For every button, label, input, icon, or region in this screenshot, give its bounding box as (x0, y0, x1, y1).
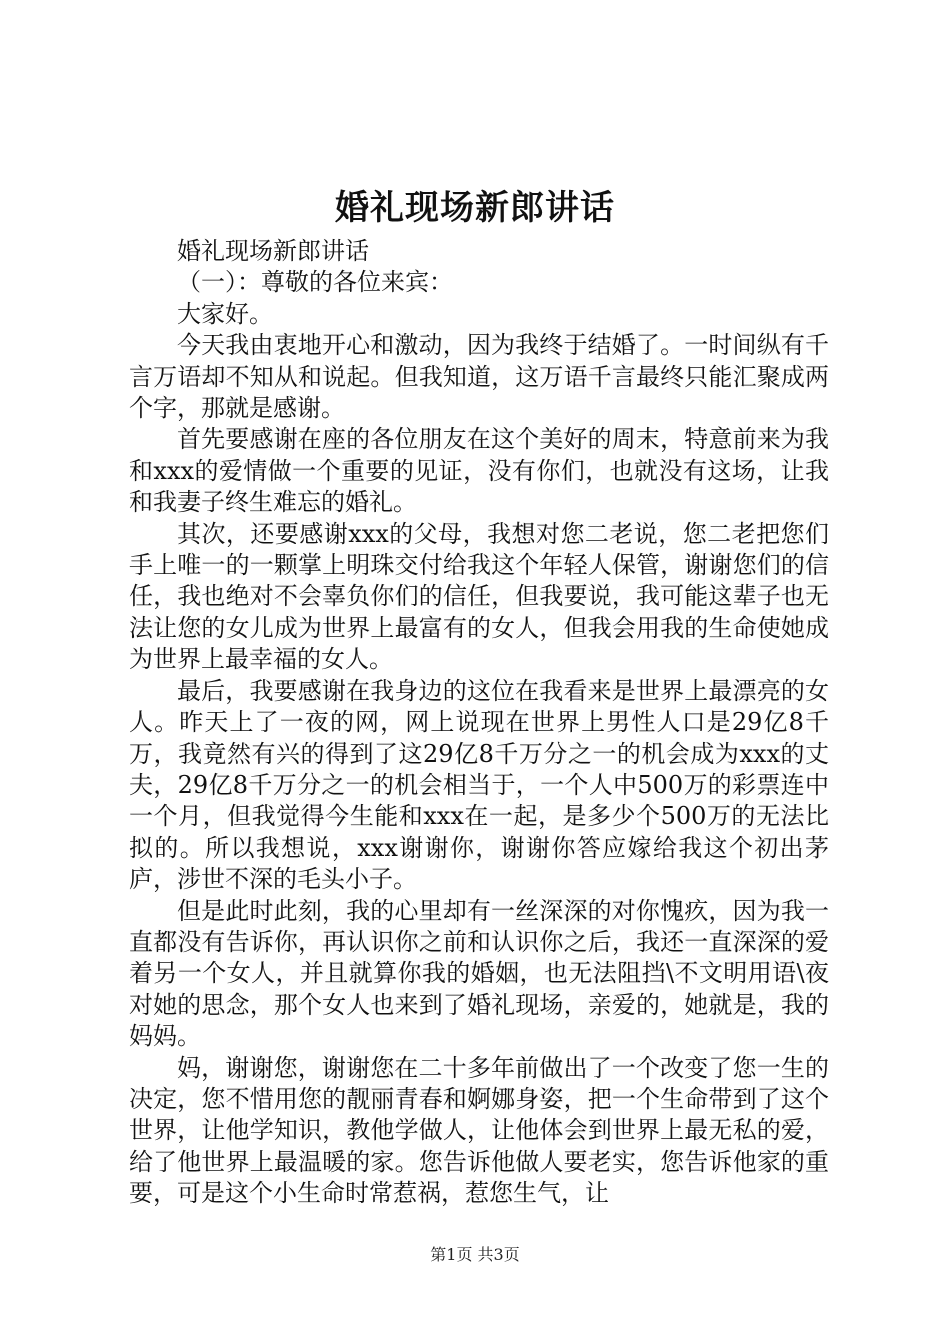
paragraph-heading: 婚礼现场新郎讲话 (177, 237, 369, 265)
paragraph: 最后，我要感谢在我身边的这位在我看来是世界上最漂亮的女人。昨天上了一夜的网，网上说现在世界上男性人口是29亿8千万，我竟然有兴的得到了这29亿8千万分之一的机会成为xxx的丈夫，29亿8千万分之一的机会相当于，一个人中500万的彩票连中一个月，但我觉得今生能和xxx在一起，是多少个500万的无法比拟的。所以我想说，xxx谢谢你，谢谢你答应嫁给我这个初出茅庐，涉世不深的毛头小子。 (129, 676, 829, 894)
paragraph-greeting: 大家好。 (177, 299, 273, 328)
paragraph: 但是此时此刻，我的心里却有一丝深深的对你愧疚，因为我一直都没有告诉你，再认识你之前和认识你之后，我还一直深深的爱着另一个女人，并且就算你我的婚姻，也无法阻挡\不文明用语\夜对她的思念，那个女人也来到了婚礼现场，亲爱的，她就是，我的妈妈。 (129, 896, 829, 1051)
paragraph: 妈，谢谢您，谢谢您在二十多年前做出了一个改变了您一生的决定，您不惜用您的靓丽青春和婀娜身姿，把一个生命带到了这个世界，让他学知识，教他学做人，让他体会到世界上最无私的爱，给了他世界上最温暖的家。您告诉他做人要老实，您告诉他家的重要，可是这个小生命时常惹祸，惹您生气，让 (129, 1053, 829, 1208)
document-title: 婚礼现场新郎讲话 (335, 188, 615, 228)
paragraph: 首先要感谢在座的各位朋友在这个美好的周末，特意前来为我和xxx的爱情做一个重要的见证，没有你们，也就没有这场，让我和我妻子终生难忘的婚礼。 (129, 425, 829, 517)
document-body (129, 236, 829, 1210)
page-number-footer: 第1页 共3页 (430, 1245, 520, 1264)
paragraph: 今天我由衷地开心和激动，因为我终于结婚了。一时间纵有千言万语却不知从和说起。但我知道，这万语千言最终只能汇聚成两个字，那就是感谢。 (129, 331, 829, 423)
paragraph: 其次，还要感谢xxx的父母，我想对您二老说，您二老把您们手上唯一的一颗掌上明珠交付给我这个年轻人保管，谢谢您们的信任，我也绝对不会辜负你们的信任，但我要说，我可能这辈子也无法让您的女儿成为世界上最富有的女人，但我会用我的生命使她成为世界上最幸福的女人。 (129, 519, 829, 674)
paragraph-salutation: （一）：尊敬的各位来宾： (177, 268, 453, 297)
